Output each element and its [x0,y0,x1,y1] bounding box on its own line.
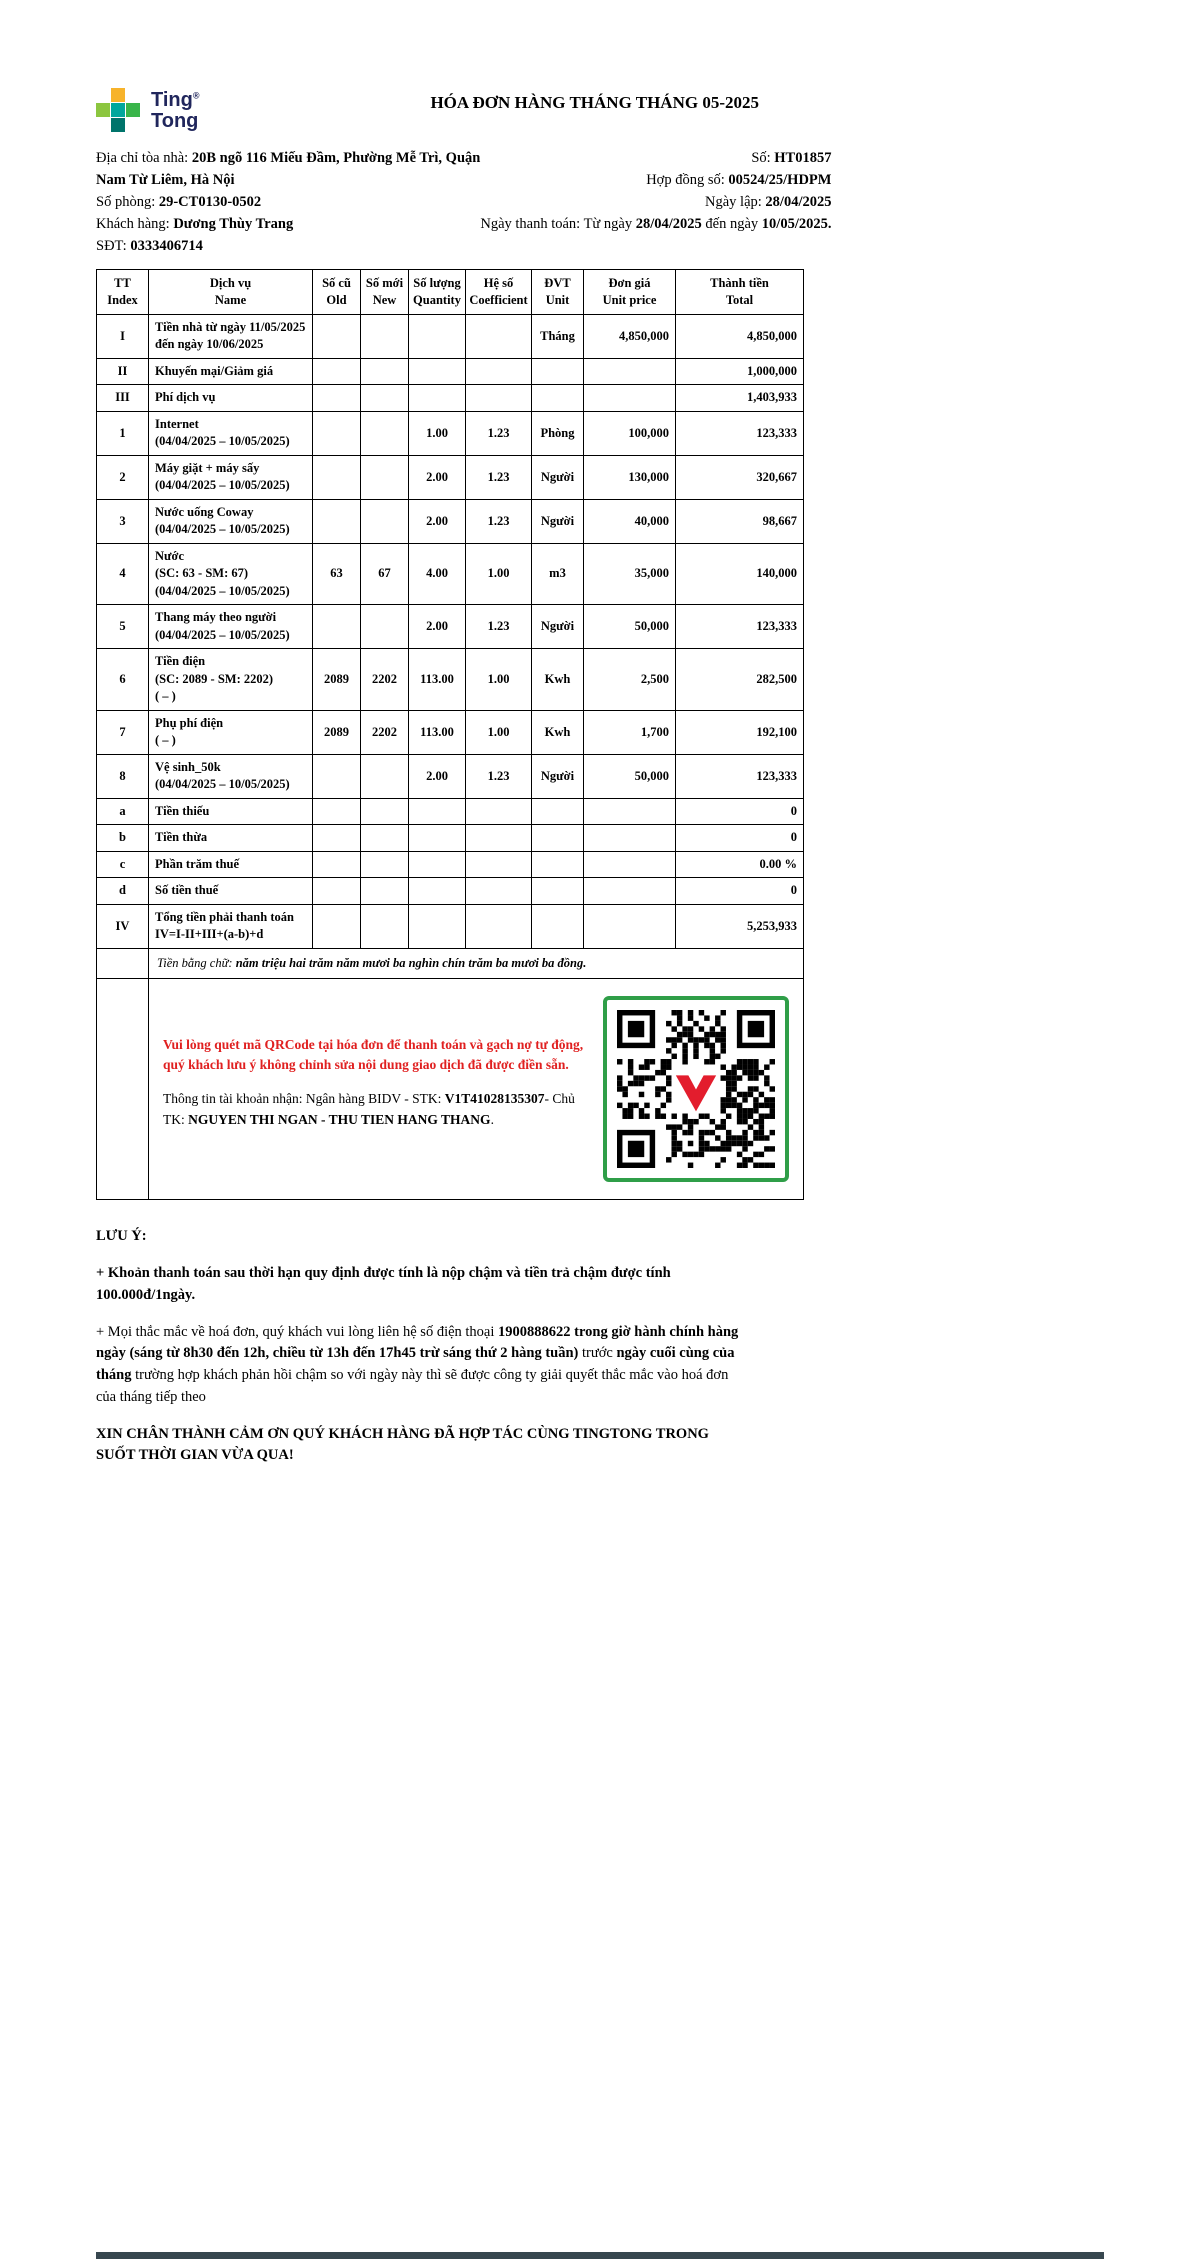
cell-price [584,904,676,948]
cell-qty: 2.00 [409,754,466,798]
info-line [480,191,831,213]
cell-price: 4,850,000 [584,314,676,358]
cell-unit: Tháng [532,314,584,358]
cell-tt: 6 [97,649,149,711]
cell-coef [466,314,532,358]
closing-thanks: XIN CHÂN THÀNH CẢM ƠN QUÝ KHÁCH HÀNG ĐÃ HỢP TÁC CÙNG TINGTONG TRONG SUỐT THỜI GIAN VỪA QUA! [96,1425,709,1464]
column-header: Số lượng Quantity [409,270,466,315]
cell-old [313,878,361,905]
invoice-row-c [97,851,804,878]
cell-coef: 1.23 [466,754,532,798]
invoice-row-IV [97,904,804,948]
cell-tt: III [97,385,149,412]
cell-qty [409,878,466,905]
cell-total: 123,333 [676,605,804,649]
cell-unit: Phòng [532,411,584,455]
cell-name: Phụ phí điện ( – ) [149,710,313,754]
cell-tt: 3 [97,499,149,543]
cell-total: 123,333 [676,411,804,455]
cell-qty [409,385,466,412]
cell-tt: c [97,851,149,878]
registered-mark: ® [192,90,200,101]
column-header: Số cũ Old [313,270,361,315]
cell-new [361,851,409,878]
cell-price: 50,000 [584,754,676,798]
cell-total: 5,253,933 [676,904,804,948]
cell-qty: 2.00 [409,499,466,543]
text-part: đến ngày [701,216,762,232]
cell-price [584,851,676,878]
logo-square-green [126,103,140,117]
cell-new [361,358,409,385]
info-line [96,235,480,257]
text-part: Khách hàng: [96,216,174,232]
cell-coef [466,358,532,385]
cell-tt: d [97,878,149,905]
cell-qty [409,358,466,385]
text-part: HT01857 [774,150,832,166]
amount-in-words-cell [149,948,804,979]
invoice-header [96,88,803,134]
cell-tt: 4 [97,543,149,605]
cell-unit [532,904,584,948]
cell-total: 192,100 [676,710,804,754]
cell-tt: 5 [97,605,149,649]
cell-name: Nước uống Coway (04/04/2025 – 10/05/2025) [149,499,313,543]
cell-unit: Người [532,605,584,649]
text-part: Ngày thanh toán: Từ ngày [480,216,636,232]
cell-qty: 113.00 [409,710,466,754]
cell-price [584,358,676,385]
cell-old [313,904,361,948]
cell-new [361,411,409,455]
notes-title: LƯU Ý: [96,1228,147,1245]
cell-name: Phí dịch vụ [149,385,313,412]
column-header: Đơn giá Unit price [584,270,676,315]
tingtong-logo-icon [96,88,142,134]
cell-new [361,825,409,852]
text-part: SĐT: [96,238,131,254]
cell-price: 100,000 [584,411,676,455]
text-part: Số phòng: [96,194,159,210]
cell-price: 1,700 [584,710,676,754]
qr-payment-cell [149,979,804,1200]
text-part: ngày cuối cùng của tháng [96,1345,735,1383]
invoice-row-I [97,314,804,358]
cell-tt: 7 [97,710,149,754]
invoice-content [96,88,832,1482]
text-part: V1T41028135307 [444,1091,545,1107]
cell-old [313,851,361,878]
cell-new [361,455,409,499]
cell-price [584,798,676,825]
text-part: 0333406714 [130,238,203,254]
cell-total: 0.00 % [676,851,804,878]
logo-line-1: Ting [151,89,193,111]
table-header [97,270,804,315]
text-part: NGUYEN THI NGAN - THU TIEN HANG THANG [188,1111,491,1127]
cell-new [361,314,409,358]
cell-new [361,878,409,905]
cell-new [361,385,409,412]
cell-old [313,605,361,649]
cell-old: 63 [313,543,361,605]
cell-tt: 8 [97,754,149,798]
cell-name: Tiền thiếu [149,798,313,825]
cell-name: Nước (SC: 63 - SM: 67) (04/04/2025 – 10/05/2025) [149,543,313,605]
cell-qty [409,851,466,878]
cell-tt: IV [97,904,149,948]
cell-tt: a [97,798,149,825]
invoice-row-b [97,825,804,852]
cell-coef [466,798,532,825]
cell-coef [466,385,532,412]
column-header: Thành tiền Total [676,270,804,315]
cell-total: 282,500 [676,649,804,711]
cell-unit [532,798,584,825]
cell-total: 0 [676,878,804,905]
invoice-row-4 [97,543,804,605]
cell-price: 2,500 [584,649,676,711]
cell-unit [532,385,584,412]
cell-unit: Người [532,455,584,499]
cell-old [313,358,361,385]
cell-qty: 4.00 [409,543,466,605]
invoice-row-8 [97,754,804,798]
cell-qty: 113.00 [409,649,466,711]
qr-payment-row [97,979,804,1200]
amount-in-words-value: năm triệu hai trăm năm mươi ba nghìn chín trăm ba mươi ba đồng. [235,955,587,970]
text-part: Ngày lập: [705,194,766,210]
cell-unit: Người [532,499,584,543]
logo-square-dark [111,118,125,132]
text-part: 28/04/2025 [765,194,832,210]
invoice-numbers-info [480,147,831,257]
cell-name: Internet (04/04/2025 – 10/05/2025) [149,411,313,455]
cell-coef: 1.00 [466,649,532,711]
cell-new [361,605,409,649]
qr-warning-text: Vui lòng quét mã QRCode tại hóa đơn để thanh toán và gạch nợ tự động, quý khách lưu ý không chỉnh sửa nội dung giao dịch đã được điền sẵn. [163,1036,584,1072]
invoice-table [96,269,804,1200]
text-part: 1900888622 trong giờ hành chính hàng ngày (sáng từ 8h30 đến 12h, chiều từ 13h đến 17h45 trừ sáng thứ 2 hàng tuần) [96,1323,739,1362]
cell-coef: 1.00 [466,710,532,754]
cell-coef: 1.23 [466,455,532,499]
cell-qty: 2.00 [409,455,466,499]
cell-total: 98,667 [676,499,804,543]
cell-total: 1,403,933 [676,385,804,412]
cell-coef: 1.23 [466,411,532,455]
cell-old [313,385,361,412]
cell-tt: 1 [97,411,149,455]
cell-price: 40,000 [584,499,676,543]
cell-new: 2202 [361,710,409,754]
note-hotline [96,1322,751,1409]
cell-coef [466,851,532,878]
next-page-edge [96,2252,1104,2259]
cell-new [361,904,409,948]
cell-new [361,499,409,543]
info-line [96,169,480,191]
text-part: Thông tin tài khoản nhận: Ngân hàng BIDV - STK: [163,1091,445,1107]
cell-unit [532,851,584,878]
cell-tt: 2 [97,455,149,499]
cell-total: 123,333 [676,754,804,798]
cell-unit [532,358,584,385]
text-part: trường hợp khách phản hồi chậm so với ngày này thì sẽ được công ty giải quyết thắc mắc vào hoá đơn của tháng tiếp theo [96,1367,729,1405]
cell-old [313,754,361,798]
cell-total: 4,850,000 [676,314,804,358]
cell-total: 0 [676,798,804,825]
qr-code-image [617,1010,775,1168]
cell-price [584,825,676,852]
invoice-row-II [97,358,804,385]
cell-qty [409,798,466,825]
cell-coef [466,825,532,852]
text-part: + Khoản thanh toán sau thời hạn quy định được tính là nộp chậm và tiền trả chậm được tính 100.000đ/1ngày. [96,1265,671,1303]
column-header: TT Index [97,270,149,315]
invoice-title: HÓA ĐƠN HÀNG THÁNG THÁNG 05-2025 [430,93,759,112]
cell-tt: b [97,825,149,852]
cell-unit: m3 [532,543,584,605]
cell-coef [466,904,532,948]
cell-coef: 1.00 [466,543,532,605]
text-part: trước [578,1345,617,1362]
cell-name: Tiền thừa [149,825,313,852]
cell-tt: II [97,358,149,385]
tingtong-logo [96,88,200,134]
info-line [480,213,831,235]
cell-unit [532,825,584,852]
invoice-row-7 [97,710,804,754]
cell-old: 2089 [313,710,361,754]
payment-instructions [163,1035,587,1144]
text-part: Hợp đồng số: [646,172,729,188]
cell-name: Tiền nhà từ ngày 11/05/2025 đến ngày 10/06/2025 [149,314,313,358]
bank-account-info [163,1089,587,1130]
text-part: Địa chỉ tòa nhà: [96,150,192,166]
info-line [480,147,831,169]
cell-coef: 1.23 [466,499,532,543]
cell-tt-empty [97,979,149,1200]
cell-name: Tổng tiền phải thanh toán IV=I-II+III+(a-b)+d [149,904,313,948]
cell-tt: I [97,314,149,358]
invoice-row-a [97,798,804,825]
info-line [96,191,480,213]
customer-info [96,147,480,257]
cell-total: 0 [676,825,804,852]
cell-qty: 2.00 [409,605,466,649]
cell-total: 140,000 [676,543,804,605]
logo-square-yellow [111,88,125,102]
cell-total: 1,000,000 [676,358,804,385]
info-line [96,213,480,235]
cell-old [313,314,361,358]
logo-square-teal [111,103,125,117]
text-part: 20B ngõ 116 Miếu Đầm, Phường Mễ Trì, Quận [191,150,481,166]
cell-name: Thang máy theo người (04/04/2025 – 10/05/2025) [149,605,313,649]
table-body [97,314,804,948]
invoice-row-3 [97,499,804,543]
cell-unit [532,878,584,905]
cell-price: 50,000 [584,605,676,649]
note-late-payment [96,1263,751,1307]
cell-name: Máy giặt + máy sấy (04/04/2025 – 10/05/2025) [149,455,313,499]
invoice-row-2 [97,455,804,499]
column-header: Số mới New [361,270,409,315]
cell-new [361,754,409,798]
text-part: - Chủ TK: [163,1091,575,1127]
amount-in-words-label: Tiền bằng chữ: [157,955,236,970]
text-part: . [490,1111,494,1127]
cell-coef [466,878,532,905]
tingtong-wordmark [151,90,200,132]
cell-old [313,798,361,825]
info-line [480,169,831,191]
invoice-row-d [97,878,804,905]
cell-name: Vệ sinh_50k (04/04/2025 – 10/05/2025) [149,754,313,798]
cell-qty [409,314,466,358]
text-part: 00524/25/HDPM [728,172,832,188]
cell-new: 67 [361,543,409,605]
info-line [96,147,480,169]
text-part: Số: [751,150,775,166]
cell-old: 2089 [313,649,361,711]
text-part: Dương Thùy Trang [173,216,294,232]
qr-code [603,996,789,1182]
cell-unit: Kwh [532,710,584,754]
cell-old [313,499,361,543]
cell-qty [409,904,466,948]
text-part: Nam Từ Liêm, Hà Nội [96,172,235,188]
cell-name: Số tiền thuế [149,878,313,905]
logo-line-2: Tong [151,110,199,132]
cell-new [361,798,409,825]
cell-price [584,878,676,905]
text-part: 29-CT0130-0502 [158,194,262,210]
cell-old [313,825,361,852]
invoice-meta [96,147,832,257]
cell-price: 35,000 [584,543,676,605]
invoice-row-5 [97,605,804,649]
amount-in-words-row [97,948,804,979]
invoice-row-III [97,385,804,412]
cell-name: Tiền điện (SC: 2089 - SM: 2202) ( – ) [149,649,313,711]
cell-old [313,411,361,455]
logo-square-lime [96,103,110,117]
cell-new: 2202 [361,649,409,711]
cell-qty: 1.00 [409,411,466,455]
cell-unit: Người [532,754,584,798]
cell-total: 320,667 [676,455,804,499]
invoice-row-6 [97,649,804,711]
footer-notes [96,1226,751,1467]
cell-unit: Kwh [532,649,584,711]
invoice-row-1 [97,411,804,455]
column-header: Hệ số Coefficient [466,270,532,315]
table-footer [97,948,804,1200]
cell-old [313,455,361,499]
cell-name: Phần trăm thuế [149,851,313,878]
text-part: 28/04/2025 [635,216,702,232]
text-part: + Mọi thắc mắc về hoá đơn, quý khách vui lòng liên hệ số điện thoại [96,1323,499,1340]
text-part: 10/05/2025. [761,216,832,232]
cell-coef: 1.23 [466,605,532,649]
cell-tt-empty [97,948,149,979]
cell-qty [409,825,466,852]
cell-price: 130,000 [584,455,676,499]
cell-price [584,385,676,412]
column-header: Dịch vụ Name [149,270,313,315]
column-header: ĐVT Unit [532,270,584,315]
cell-name: Khuyến mại/Giảm giá [149,358,313,385]
table-header-row [97,270,804,315]
